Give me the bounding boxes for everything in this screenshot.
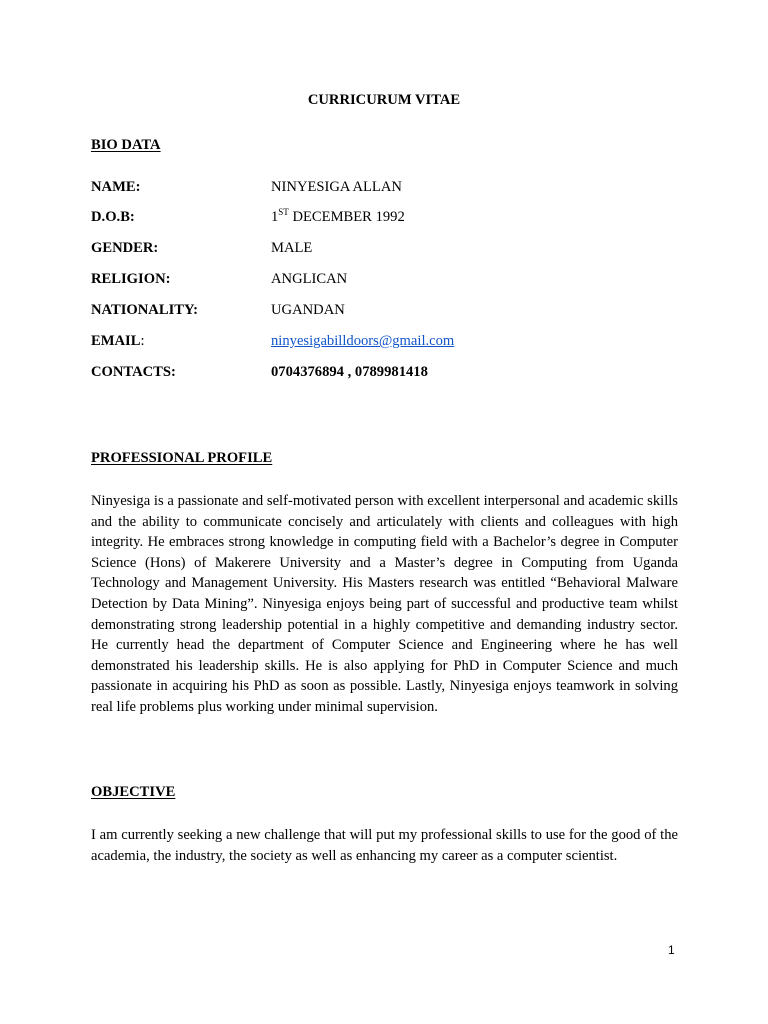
email-label xyxy=(91,333,145,350)
bio-row-contacts xyxy=(91,364,691,384)
email-label-colon: : xyxy=(140,333,145,349)
bio-row-gender xyxy=(91,240,691,260)
dob-label: D.O.B: xyxy=(91,209,135,225)
email-link[interactable]: ninyesigabilldoors@gmail.com xyxy=(271,333,455,349)
name-value: NINYESIGA ALLAN xyxy=(271,179,402,195)
bio-row-dob xyxy=(91,209,691,229)
religion-label: RELIGION: xyxy=(91,271,171,287)
contacts-label: CONTACTS: xyxy=(91,364,176,380)
bio-row-name xyxy=(91,179,691,199)
document-title: CURRICURUM VITAE xyxy=(307,92,461,108)
nationality-value: UGANDAN xyxy=(271,302,345,318)
bio-row-email xyxy=(91,333,691,353)
dob-rest: DECEMBER 1992 xyxy=(288,209,405,225)
nationality-label: NATIONALITY: xyxy=(91,302,199,318)
email-label-text: EMAIL xyxy=(91,333,141,349)
email-value xyxy=(271,333,454,350)
bio-row-religion xyxy=(91,271,691,291)
objective-heading: OBJECTIVE xyxy=(91,784,176,800)
dob-suffix: ST xyxy=(278,207,289,217)
dob-day: 1 xyxy=(271,209,279,225)
gender-value: MALE xyxy=(271,240,313,256)
religion-value: ANGLICAN xyxy=(271,271,348,287)
bio-data-heading: BIO DATA xyxy=(91,137,161,153)
page-number: 1 xyxy=(668,943,675,957)
gender-label: GENDER: xyxy=(91,240,159,256)
bio-row-nationality xyxy=(91,302,691,322)
professional-profile-text: Ninyesiga is a passionate and self-motivated person with excellent interpersonal and academic skills and the ability to communicate concisely and articulately with clients and colleagues with high integrity. He embraces strong knowledge in computing field with a Bachelor’s degree in Computer Science (Hons) of Makerere University and a Master’s degree in Computing from Uganda Technology and Management University. His Masters research was entitled “Behavioral Malware Detection by Data Mining”. Ninyesiga enjoys being part of successful and productive team whilst demonstrating strong leadership potential in a highly competitive and demanding industry sector. He currently head the department of Computer Science and Engineering where he has well demonstrated his leadership skills. He is also applying for PhD in Computer Science and much passionate in acquiring his PhD as soon as possible. Lastly, Ninyesiga enjoys teamwork in solving real life problems plus working under minimal supervision. xyxy=(91,493,678,715)
contacts-value: 0704376894 , 0789981418 xyxy=(271,364,428,380)
name-label: NAME: xyxy=(91,179,141,195)
dob-value xyxy=(271,209,405,226)
objective-text: I am currently seeking a new challenge that will put my professional skills to use for the good of the academia, the industry, the society as well as enhancing my career as a computer scientist. xyxy=(91,827,678,864)
professional-profile-heading: PROFESSIONAL PROFILE xyxy=(91,450,273,466)
